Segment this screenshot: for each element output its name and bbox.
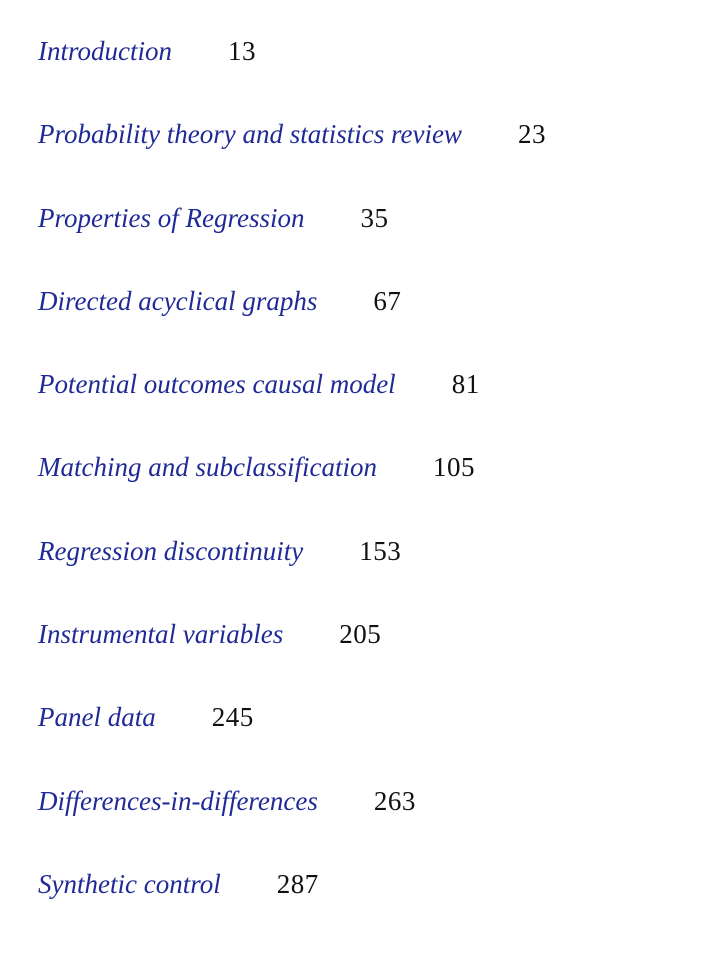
toc-entry-potential-outcomes — [38, 369, 698, 452]
toc-page-number: 105 — [432, 452, 475, 483]
toc-link-introduction[interactable]: Introduction — [38, 36, 172, 66]
toc-link-differences-in-differences[interactable]: Differences-in-differences — [38, 785, 318, 816]
toc-entry-differences-in-differences — [38, 786, 698, 869]
toc-entry-synthetic-control — [38, 869, 698, 952]
toc-page-number: 205 — [339, 619, 382, 650]
toc-link-panel-data[interactable]: Panel data — [38, 702, 156, 733]
toc-entry-matching — [38, 452, 698, 535]
toc-link-probability-theory[interactable]: Probability theory and statistics review — [38, 119, 462, 150]
toc-page-number: 287 — [276, 868, 319, 899]
toc-page-number: 153 — [359, 535, 402, 566]
toc-page-number: 67 — [373, 285, 402, 316]
toc-link-instrumental-variables[interactable]: Instrumental variables — [38, 619, 284, 650]
toc-page-number: 263 — [373, 785, 416, 816]
toc-page-number: 245 — [211, 702, 254, 733]
toc-entry-panel-data — [38, 702, 698, 785]
toc-entry-probability-theory — [38, 119, 698, 202]
toc-page-number: 13 — [228, 36, 256, 66]
toc-entry-instrumental-variables — [38, 619, 698, 702]
toc-entry-directed-acyclical-graphs — [38, 286, 698, 369]
toc-link-properties-of-regression[interactable]: Properties of Regression — [38, 202, 305, 233]
toc-link-directed-acyclical-graphs[interactable]: Directed acyclical graphs — [38, 285, 318, 316]
table-of-contents — [38, 36, 698, 952]
toc-entry-introduction — [38, 36, 698, 119]
toc-link-matching[interactable]: Matching and subclassification — [38, 452, 377, 483]
toc-link-regression-discontinuity[interactable]: Regression discontinuity — [38, 535, 304, 566]
toc-page-number: 23 — [517, 119, 546, 150]
toc-entry-regression-discontinuity — [38, 536, 698, 619]
toc-page-number: 81 — [451, 369, 480, 400]
toc-entry-properties-of-regression — [38, 203, 698, 286]
toc-page-number: 35 — [360, 202, 389, 233]
toc-link-potential-outcomes[interactable]: Potential outcomes causal model — [38, 369, 396, 400]
toc-link-synthetic-control[interactable]: Synthetic control — [38, 868, 221, 899]
